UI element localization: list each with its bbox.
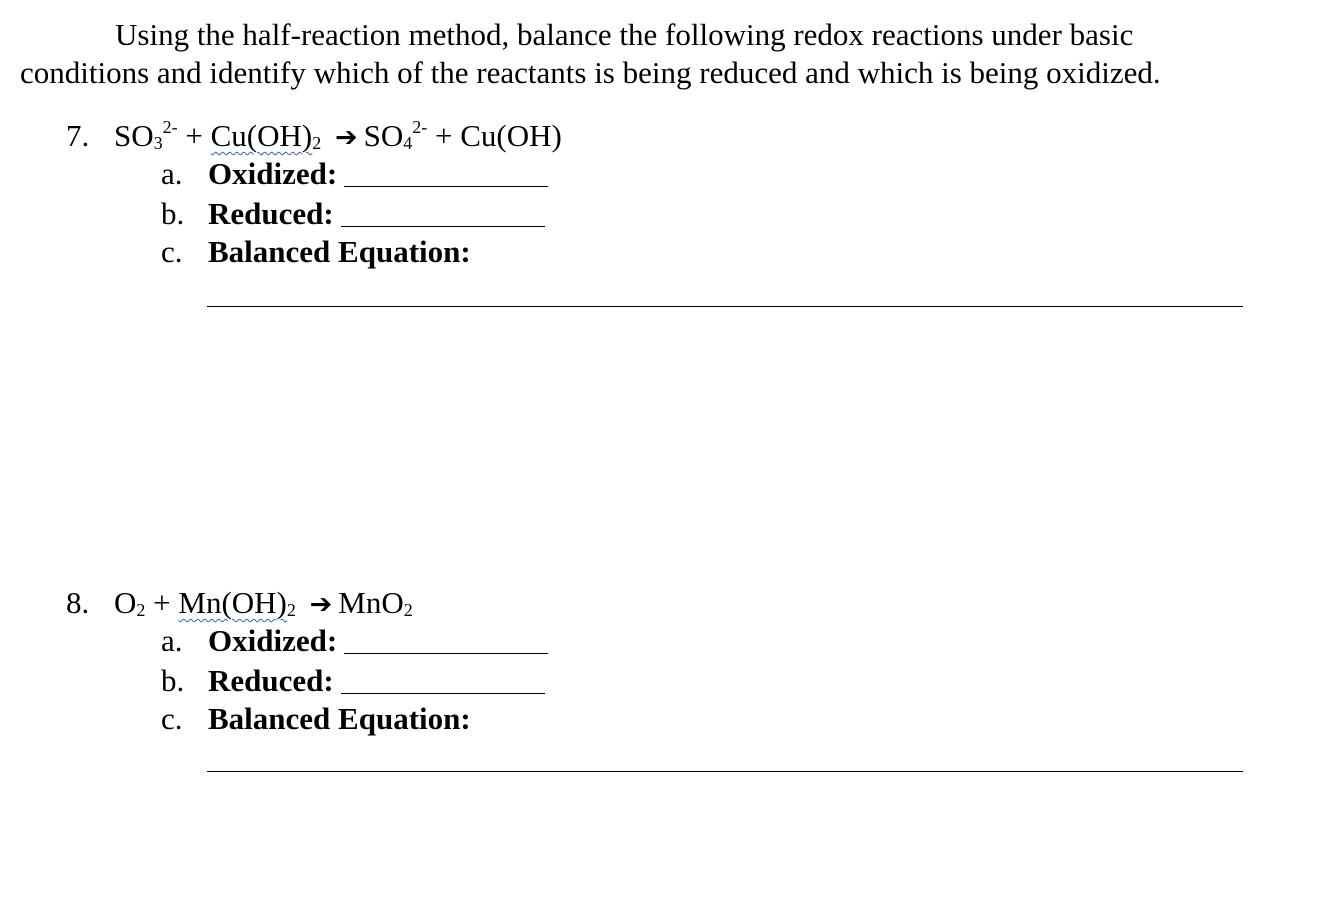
reactant-1: $SO_3^{2-}$	[114, 117, 178, 153]
reaction-arrow-icon: ➔	[309, 589, 333, 620]
part-letter: b.	[161, 663, 185, 698]
problem-number: 7.	[66, 118, 90, 153]
reduced-label: Reduced:	[208, 196, 334, 231]
problem-7-equation	[114, 116, 562, 158]
oxidized-answer-blank[interactable]	[344, 186, 548, 187]
reduced-label: Reduced:	[208, 663, 334, 698]
oxidized-label: Oxidized:	[208, 623, 338, 658]
part-letter: b.	[161, 196, 185, 231]
reduced-answer-blank[interactable]	[341, 693, 545, 694]
instructions	[0, 16, 1190, 92]
balanced-equation-answer-line[interactable]	[207, 306, 1243, 307]
product-1: $SO_4^{2-}$	[363, 117, 428, 153]
product-2: Cu(OH)	[460, 118, 562, 153]
instructions-line-2: conditions and identify which of the reactants is being reduced and which is being oxidized.	[20, 55, 1161, 90]
spellcheck-underline: Mn(OH)	[178, 585, 287, 620]
part-letter: a.	[161, 156, 183, 191]
instructions-line-1: Using the half-reaction method, balance the following redox reactions under basic	[115, 17, 1134, 52]
part-letter: c.	[161, 701, 183, 736]
problem-8-equation	[114, 583, 413, 625]
reduced-answer-blank[interactable]	[341, 226, 545, 227]
plus-sign: +	[185, 118, 203, 153]
reaction-arrow-icon: ➔	[334, 122, 358, 153]
reactant-1: $O_2$	[114, 585, 146, 620]
oxidized-label: Oxidized:	[208, 156, 338, 191]
plus-sign: +	[153, 585, 171, 620]
part-letter: a.	[161, 623, 183, 658]
problem-number: 8.	[66, 585, 90, 620]
spellcheck-underline: Cu(OH)	[210, 118, 313, 153]
oxidized-answer-blank[interactable]	[344, 653, 548, 654]
balanced-equation-label: Balanced Equation:	[208, 701, 471, 736]
plus-sign: +	[435, 118, 453, 153]
balanced-equation-label: Balanced Equation:	[208, 234, 471, 269]
part-letter: c.	[161, 234, 183, 269]
reactant-2: $Mn(OH)_2$	[178, 585, 296, 620]
reactant-2: $Cu(OH)_2$	[210, 118, 322, 153]
balanced-equation-answer-line[interactable]	[207, 771, 1243, 772]
product-1: MnO$_2$	[338, 585, 413, 620]
